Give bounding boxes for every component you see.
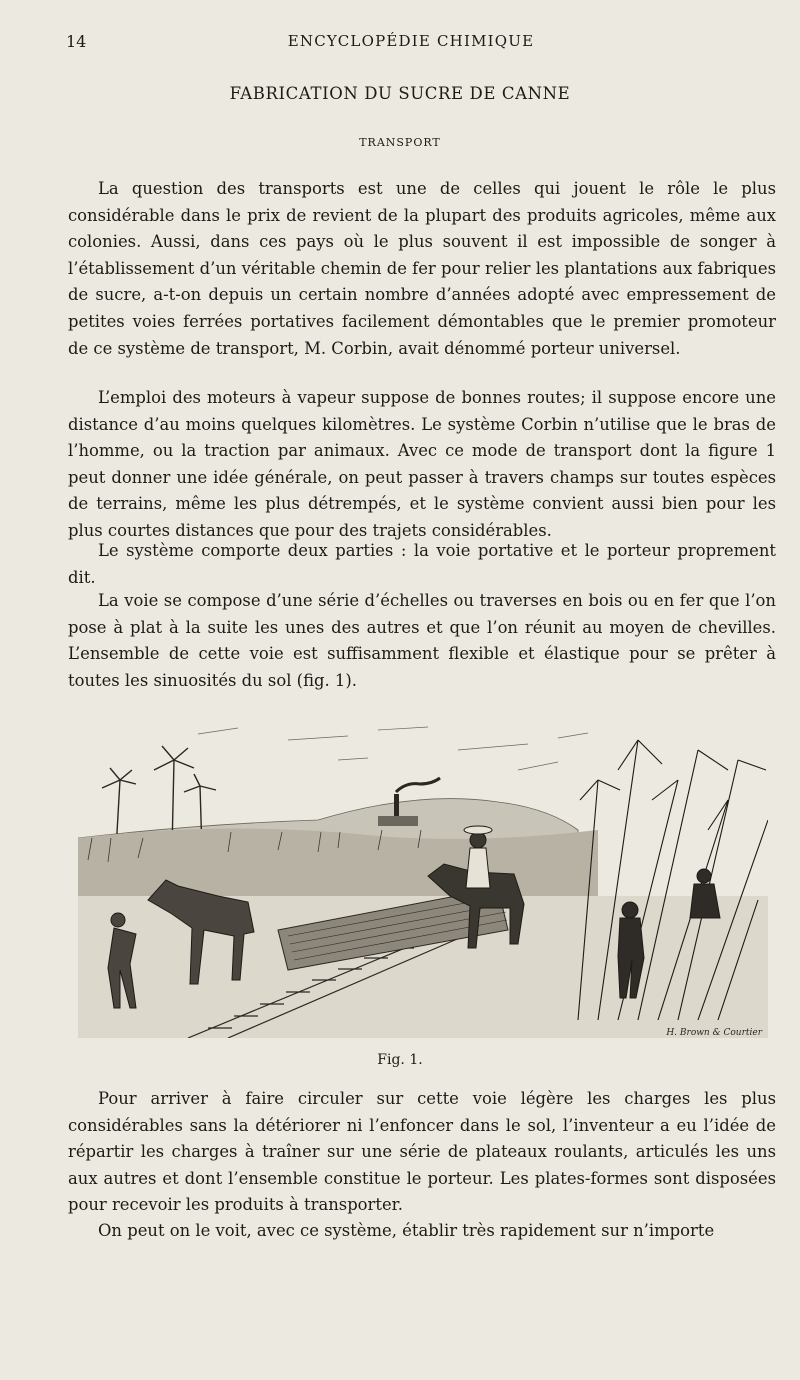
paragraph-steam-engines: L’emploi des moteurs à vapeur suppose de bonnes routes; il suppose encore une distance d’au moins quelques kilomètres. Le système Corbin n’utilise que le bras de l’homme, ou la traction par animaux. Avec ce mode de transport dont la figure 1 peut donner une idée générale, on peut passer à travers champs sur toutes espèces de terrains, même les plus détrempés, et le système convient aussi bien pour les plus courtes distances que pour des trajets considérables. <box>68 388 776 540</box>
paragraph-system-parts: Le système comporte deux parties : la voie portative et le porteur proprement dit. <box>68 541 776 587</box>
running-header <box>66 32 756 54</box>
chapter-title: FABRICATION DU SUCRE DE CANNE <box>229 84 571 103</box>
section-title: TRANSPORT <box>359 136 441 149</box>
paragraph-track: La voie se compose d’une série d’échelles ou traverses en bois ou en fer que l’on pose à plat à la suite les unes des autres et que l’on réunit au moyen de chevilles. L’ensemble de cette voie est suffisamment flexible et élastique pour se prêter à toutes les sinuosités du sol (fig. 1). <box>68 591 776 690</box>
page-number: 14 <box>66 32 87 51</box>
paragraph-rolling-platforms: Pour arriver à faire circuler sur cette voie légère les charges les plus considérables sans la détériorer ni l’enfoncer dans le sol, l’inventeur a eu l’idée de répartir les charges à traîner sur une série de plateaux roulants, articulés les uns aux autres et dont l’ensemble constitue le porteur. Les plates-formes sont disposées pour recevoir les produits à transporter. <box>68 1089 776 1215</box>
figure-sugar-cane-transport <box>78 720 768 1038</box>
paragraph-transport-question: La question des transports est une de celles qui jouent le rôle le plus considérable dans le prix de revient de la plupart des produits agricoles, même aux colonies. Aussi, dans ces pays où le plus souvent il est impossible de songer à l’établissement d’un véritable chemin de fer pour relier les plantations aux fabriques de sucre, a-t-on depuis un certain nombre d’années adopté avec empressement de petites voies ferrées portatives facilement démontables que le premier promoteur de ce système de transport, M. Corbin, avait dénommé porteur universel. <box>68 179 776 358</box>
engraver-signature: H. Brown & Courtier <box>666 1028 762 1038</box>
engraving-illustration <box>78 720 768 1038</box>
figure-caption: Fig. 1. <box>377 1052 423 1068</box>
running-title: ENCYCLOPÉDIE CHIMIQUE <box>287 32 535 50</box>
paragraph-continuation: On peut on le voit, avec ce système, établir très rapidement sur n’importe <box>98 1221 715 1240</box>
